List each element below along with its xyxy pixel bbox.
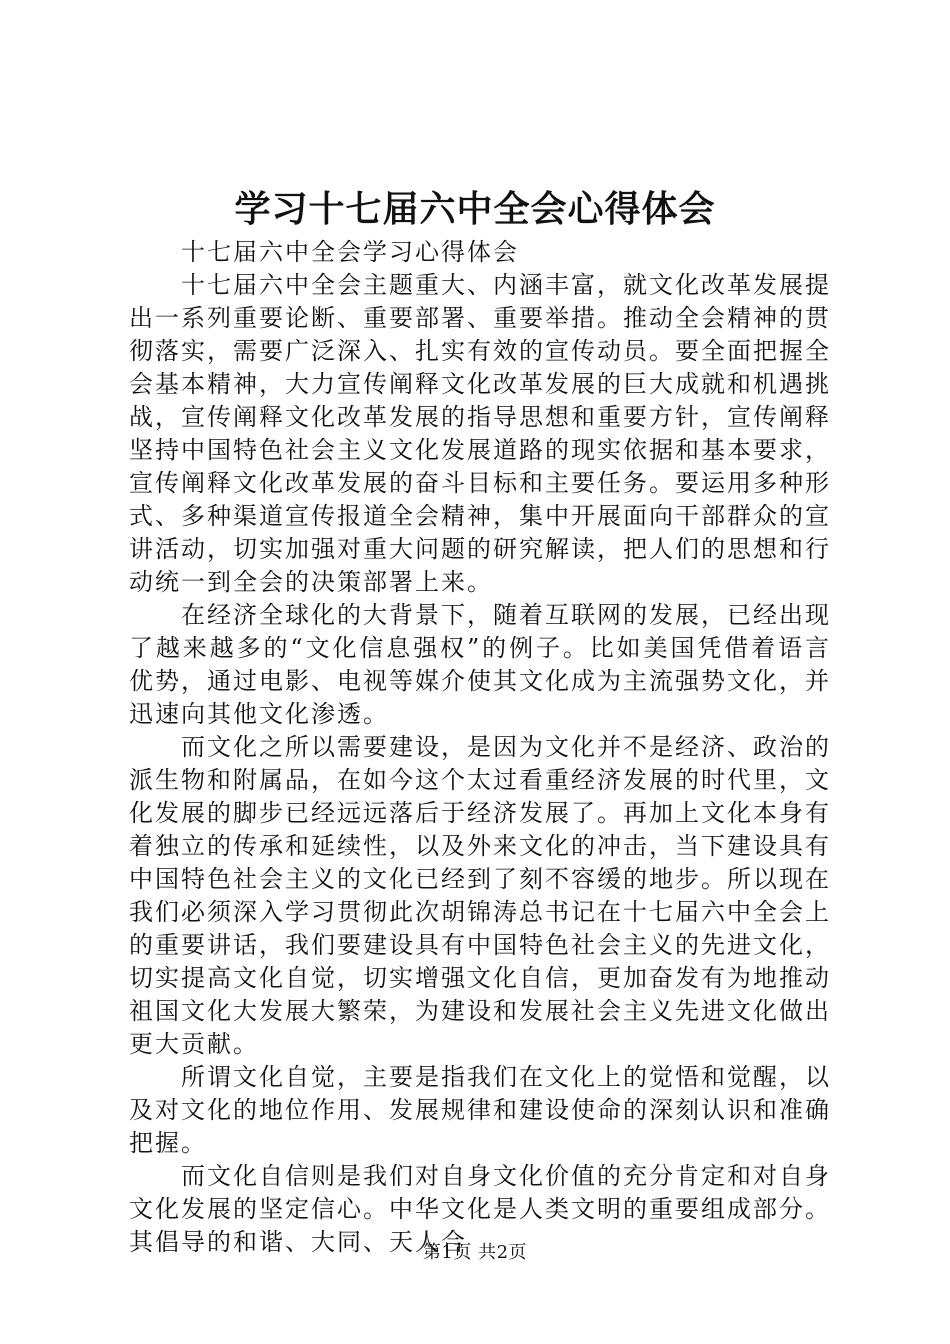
paragraph: 而文化之所以需要建设，是因为文化并不是经济、政治的派生物和附属品，在如今这个太过看重经济发展的时代里，文化发展的脚步已经远远落后于经济发展了。再加上文化本身有着独立的传承和延续性，以及外来文化的冲击，当下建设具有中国特色社会主义的文化已经到了刻不容缓的地步。所以现在我们必须深入学习贯彻此次胡锦涛总书记在十七届六中全会上的重要讲话，我们要建设具有中国特色社会主义的先进文化，切实提高文化自觉，切实增强文化自信，更加奋发有为地推动祖国文化大发展大繁荣，为建设和发展社会主义先进文化做出更大贡献。	[129, 733, 831, 1058]
document-title: 学习十七届六中全会心得体会	[234, 188, 716, 230]
paragraph: 而文化自信则是我们对自身文化价值的充分肯定和对自身文化发展的坚定信心。中华文化是人类文明的重要组成部分。其倡导的和谐、大同、天人合	[129, 1162, 831, 1256]
paragraph: 十七届六中全会主题重大、内涵丰富，就文化改革发展提出一系列重要论断、重要部署、重要举措。推动全会精神的贯彻落实，需要广泛深入、扎实有效的宣传动员。要全面把握全会基本精神，大力宣传阐释文化改革发展的巨大成就和机遇挑战，宣传阐释文化改革发展的指导思想和重要方针，宣传阐释坚持中国特色社会主义文化发展道路的现实依据和基本要求，宣传阐释文化改革发展的奋斗目标和主要任务。要运用多种形式、多种渠道宣传报道全会精神，集中开展面向干部群众的宣讲活动，切实加强对重大问题的研究解读，把人们的思想和行动统一到全会的决策部署上来。	[129, 271, 831, 596]
paragraph: 所谓文化自觉，主要是指我们在文化上的觉悟和觉醒，以及对文化的地位作用、发展规律和建设使命的深刻认识和准确把握。	[129, 1063, 831, 1157]
paragraph: 在经济全球化的大背景下，随着互联网的发展，已经出现了越来越多的“文化信息强权”的例子。比如美国凭借着语言优势，通过电影、电视等媒介使其文化成为主流强势文化，并迅速向其他文化渗透。	[129, 601, 831, 728]
page-number-footer: 第1页 共2页	[422, 1242, 528, 1263]
paragraph-subtitle: 十七届六中全会学习心得体会	[181, 238, 519, 266]
document-body	[129, 236, 831, 1259]
